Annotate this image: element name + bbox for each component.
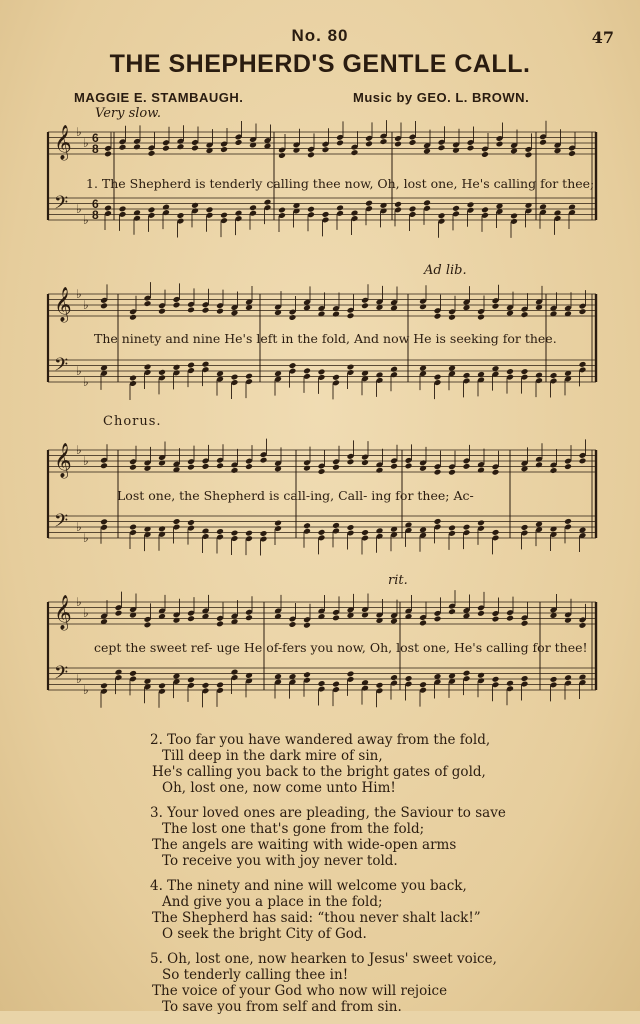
note-head bbox=[332, 464, 340, 471]
note-head bbox=[303, 465, 311, 472]
note-head bbox=[579, 622, 587, 629]
note-head bbox=[100, 518, 108, 525]
note-head bbox=[448, 314, 456, 321]
note-head bbox=[579, 361, 587, 368]
note-head bbox=[539, 139, 547, 146]
note-head bbox=[467, 201, 475, 208]
note-head bbox=[133, 143, 141, 150]
verse-line: He's calling you back to the bright gates of gold, bbox=[152, 764, 486, 780]
flat-icon: ♭ bbox=[83, 683, 89, 697]
note-head bbox=[278, 152, 286, 159]
note-head bbox=[144, 364, 152, 371]
note-head bbox=[550, 676, 558, 683]
note-head bbox=[564, 674, 572, 681]
bass-clef-icon: 𝄢 bbox=[54, 193, 69, 218]
note-head bbox=[564, 518, 572, 525]
note-head bbox=[525, 202, 533, 209]
note-head bbox=[434, 469, 442, 476]
note-head bbox=[303, 671, 311, 678]
note-head bbox=[307, 206, 315, 213]
note-head bbox=[481, 151, 489, 158]
note-head bbox=[278, 207, 286, 214]
note-head bbox=[492, 469, 500, 476]
note-head bbox=[216, 308, 224, 315]
note-head bbox=[220, 146, 228, 153]
flat-icon: ♭ bbox=[76, 443, 82, 457]
note-head bbox=[521, 620, 529, 627]
note-head bbox=[477, 314, 485, 321]
note-head bbox=[496, 141, 504, 148]
note-head bbox=[289, 314, 297, 321]
note-head bbox=[158, 308, 166, 315]
note-head bbox=[173, 518, 181, 525]
hymn-number: No. 80 bbox=[291, 26, 349, 45]
note-head bbox=[579, 458, 587, 465]
note-head bbox=[492, 303, 500, 310]
verse-line: 5. Oh, lost one, now hearken to Jesus' sweet voice, bbox=[150, 951, 497, 967]
note-head bbox=[129, 314, 137, 321]
note-head bbox=[100, 462, 108, 469]
note-head bbox=[521, 368, 529, 375]
note-head bbox=[579, 308, 587, 315]
note-head bbox=[394, 141, 402, 148]
flat-icon: ♭ bbox=[83, 213, 89, 227]
bass-clef-icon: 𝄢 bbox=[54, 663, 69, 688]
tempo-marking: Very slow. bbox=[95, 106, 161, 121]
additional-verses bbox=[150, 732, 506, 1024]
verse-line: So tenderly calling thee in! bbox=[162, 967, 349, 983]
bass-clef-icon: 𝄢 bbox=[54, 355, 69, 380]
note-head bbox=[390, 366, 398, 373]
verse-5 bbox=[150, 951, 506, 1015]
note-head bbox=[231, 669, 239, 676]
verse-line: The Shepherd has said: “thou never shalt lack!” bbox=[152, 910, 481, 926]
verse-3 bbox=[150, 805, 506, 869]
note-head bbox=[231, 530, 239, 537]
note-head bbox=[119, 206, 127, 213]
bass-clef-icon: 𝄢 bbox=[54, 511, 69, 536]
verse-line: And give you a place in the fold; bbox=[162, 894, 383, 910]
note-head bbox=[260, 457, 268, 464]
note-head bbox=[104, 151, 112, 158]
note-head bbox=[347, 670, 355, 677]
note-head bbox=[187, 519, 195, 526]
note-head bbox=[477, 610, 485, 617]
note-head bbox=[376, 467, 384, 474]
note-head bbox=[409, 139, 417, 146]
note-head bbox=[231, 374, 239, 381]
note-head bbox=[521, 311, 529, 318]
note-head bbox=[104, 205, 112, 212]
note-head bbox=[303, 367, 311, 374]
lyric-line-4: cept the sweet ref- uge He of-fers you now, Oh, lost one, He's calling for thee! bbox=[94, 640, 588, 655]
note-head bbox=[264, 199, 272, 206]
note-head bbox=[452, 205, 460, 212]
note-head bbox=[235, 210, 243, 217]
note-head bbox=[521, 524, 529, 531]
verse-line: The angels are waiting with wide-open arms bbox=[152, 837, 457, 853]
note-head bbox=[434, 313, 442, 320]
note-head bbox=[332, 615, 340, 622]
verse-line: The lost one that's gone from the fold; bbox=[162, 821, 425, 837]
note-head bbox=[274, 520, 282, 527]
note-head bbox=[231, 467, 239, 474]
note-head bbox=[202, 361, 210, 368]
verse-2 bbox=[150, 732, 506, 796]
note-head bbox=[332, 374, 340, 381]
note-head bbox=[535, 372, 543, 379]
ad-lib-marking: Ad lib. bbox=[424, 263, 467, 278]
note-head bbox=[245, 530, 253, 537]
note-head bbox=[289, 362, 297, 369]
note-head bbox=[365, 200, 373, 207]
note-head bbox=[506, 368, 514, 375]
note-head bbox=[303, 522, 311, 529]
note-head bbox=[235, 139, 243, 146]
note-head bbox=[187, 676, 195, 683]
note-head bbox=[129, 670, 137, 677]
note-head bbox=[492, 676, 500, 683]
note-head bbox=[245, 672, 253, 679]
note-head bbox=[119, 144, 127, 151]
flat-icon: ♭ bbox=[76, 364, 82, 378]
note-head bbox=[351, 210, 359, 217]
note-head bbox=[216, 528, 224, 535]
verse-line: The voice of your God who now will rejoice bbox=[152, 983, 448, 999]
verse-line: 4. The ninety and nine will welcome you back, bbox=[150, 878, 467, 894]
note-head bbox=[187, 362, 195, 369]
note-head bbox=[129, 524, 137, 531]
note-head bbox=[158, 682, 166, 689]
note-head bbox=[162, 204, 170, 211]
verse-line: Till deep in the dark mire of sin, bbox=[162, 748, 383, 764]
note-head bbox=[351, 149, 359, 156]
flat-icon: ♭ bbox=[83, 375, 89, 389]
note-head bbox=[216, 682, 224, 689]
note-head bbox=[525, 151, 533, 158]
note-head bbox=[448, 525, 456, 532]
note-head bbox=[332, 522, 340, 529]
note-head bbox=[202, 682, 210, 689]
note-head bbox=[307, 151, 315, 158]
note-head bbox=[216, 462, 224, 469]
note-head bbox=[347, 458, 355, 465]
note-head bbox=[380, 202, 388, 209]
lyric-line-3: Lost one, the Shepherd is call-ing, Call- ing for thee; Ac- bbox=[117, 488, 474, 503]
flat-icon: ♭ bbox=[83, 298, 89, 312]
note-head bbox=[409, 206, 417, 213]
note-head bbox=[144, 621, 152, 628]
note-head bbox=[463, 670, 471, 677]
note-head bbox=[419, 465, 427, 472]
note-head bbox=[133, 209, 141, 216]
note-head bbox=[187, 307, 195, 314]
note-head bbox=[477, 672, 485, 679]
note-head bbox=[492, 616, 500, 623]
note-head bbox=[216, 620, 224, 627]
time-signature-bottom: 8 bbox=[92, 208, 99, 222]
note-head bbox=[390, 463, 398, 470]
note-head bbox=[477, 519, 485, 526]
flat-icon: ♭ bbox=[83, 606, 89, 620]
note-head bbox=[463, 463, 471, 470]
note-head bbox=[481, 206, 489, 213]
note-head bbox=[361, 529, 369, 536]
note-head bbox=[336, 139, 344, 146]
note-head bbox=[144, 465, 152, 472]
note-head bbox=[187, 464, 195, 471]
note-head bbox=[220, 212, 228, 219]
note-head bbox=[463, 372, 471, 379]
note-head bbox=[115, 669, 123, 676]
note-head bbox=[405, 675, 413, 682]
note-head bbox=[303, 622, 311, 629]
flat-icon: ♭ bbox=[83, 531, 89, 545]
treble-clef-icon: 𝄞 bbox=[54, 443, 72, 478]
note-head bbox=[158, 525, 166, 532]
flat-icon: ♭ bbox=[83, 136, 89, 150]
note-head bbox=[564, 617, 572, 624]
lyricist-credit: MAGGIE E. STAMBAUGH. bbox=[74, 90, 244, 105]
note-head bbox=[318, 529, 326, 536]
verse-line: To receive you with joy never told. bbox=[162, 853, 398, 869]
flat-icon: ♭ bbox=[76, 595, 82, 609]
note-head bbox=[245, 373, 253, 380]
note-head bbox=[322, 211, 330, 218]
note-head bbox=[202, 307, 210, 314]
note-head bbox=[506, 615, 514, 622]
note-head bbox=[550, 467, 558, 474]
note-head bbox=[245, 463, 253, 470]
note-head bbox=[434, 374, 442, 381]
note-head bbox=[129, 464, 137, 471]
note-head bbox=[249, 204, 257, 211]
note-head bbox=[191, 145, 199, 152]
note-head bbox=[173, 302, 181, 309]
note-head bbox=[579, 674, 587, 681]
note-head bbox=[173, 364, 181, 371]
note-head bbox=[376, 682, 384, 689]
verse-line: Oh, lost one, now come unto Him! bbox=[162, 780, 396, 796]
note-head bbox=[293, 147, 301, 154]
note-head bbox=[187, 615, 195, 622]
hymn-title: THE SHEPHERD'S GENTLE CALL. bbox=[109, 50, 531, 78]
note-head bbox=[260, 530, 268, 537]
note-head bbox=[423, 199, 431, 206]
chorus-label: Chorus. bbox=[103, 414, 162, 429]
note-head bbox=[289, 621, 297, 628]
note-head bbox=[177, 143, 185, 150]
note-head bbox=[568, 150, 576, 157]
treble-clef-icon: 𝄞 bbox=[54, 595, 72, 630]
note-head bbox=[100, 302, 108, 309]
note-head bbox=[510, 213, 518, 220]
note-head bbox=[245, 614, 253, 621]
time-signature-top: 6 bbox=[92, 131, 99, 145]
note-head bbox=[380, 138, 388, 145]
note-head bbox=[535, 461, 543, 468]
note-head bbox=[318, 680, 326, 687]
flat-icon: ♭ bbox=[83, 454, 89, 468]
flat-icon: ♭ bbox=[76, 125, 82, 139]
note-head bbox=[162, 145, 170, 152]
note-head bbox=[318, 613, 326, 620]
note-head bbox=[318, 369, 326, 376]
note-head bbox=[100, 682, 108, 689]
note-head bbox=[148, 150, 156, 157]
verse-line: 2. Too far you have wandered away from the fold, bbox=[150, 732, 491, 748]
flat-icon: ♭ bbox=[76, 287, 82, 301]
note-head bbox=[148, 206, 156, 213]
treble-clef-icon: 𝄞 bbox=[54, 287, 72, 322]
note-head bbox=[361, 459, 369, 466]
note-head bbox=[550, 372, 558, 379]
note-head bbox=[405, 463, 413, 470]
note-head bbox=[448, 608, 456, 615]
verse-line: 3. Your loved ones are pleading, the Saviour to save bbox=[150, 805, 506, 821]
note-head bbox=[376, 372, 384, 379]
lyric-line-2: The ninety and nine He's left in the fold, And now He is seeking for thee. bbox=[94, 331, 557, 346]
note-head bbox=[564, 463, 572, 470]
note-head bbox=[394, 201, 402, 208]
note-head bbox=[336, 204, 344, 211]
note-head bbox=[448, 469, 456, 476]
note-head bbox=[492, 529, 500, 536]
composer-credit: Music by GEO. L. BROWN. bbox=[353, 90, 530, 105]
note-head bbox=[202, 528, 210, 535]
note-head bbox=[361, 679, 369, 686]
flat-icon: ♭ bbox=[76, 520, 82, 534]
note-head bbox=[438, 212, 446, 219]
note-head bbox=[438, 144, 446, 151]
note-head bbox=[173, 617, 181, 624]
verse-line: To save you from self and from sin. bbox=[162, 999, 402, 1015]
ritardando-marking: rit. bbox=[388, 573, 408, 588]
time-signature-top: 6 bbox=[92, 197, 99, 211]
treble-clef-icon: 𝄞 bbox=[54, 125, 72, 160]
lyric-line-1: 1. The Shepherd is tenderly calling thee now, Oh, lost one, He's calling for thee; bbox=[86, 176, 595, 191]
verse-4 bbox=[150, 878, 506, 942]
note-head bbox=[115, 610, 123, 617]
note-head bbox=[467, 145, 475, 152]
note-head bbox=[554, 210, 562, 217]
note-head bbox=[332, 681, 340, 688]
note-head bbox=[434, 518, 442, 525]
note-head bbox=[521, 675, 529, 682]
note-head bbox=[452, 147, 460, 154]
note-head bbox=[506, 680, 514, 687]
note-head bbox=[144, 300, 152, 307]
note-head bbox=[332, 311, 340, 318]
note-head bbox=[322, 146, 330, 153]
note-head bbox=[158, 369, 166, 376]
note-head bbox=[477, 467, 485, 474]
note-head bbox=[347, 364, 355, 371]
note-head bbox=[419, 681, 427, 688]
note-head bbox=[376, 527, 384, 534]
note-head bbox=[191, 202, 199, 209]
note-head bbox=[318, 468, 326, 475]
note-head bbox=[347, 524, 355, 531]
note-head bbox=[419, 303, 427, 310]
note-head bbox=[202, 463, 210, 470]
note-head bbox=[463, 524, 471, 531]
page-number: 47 bbox=[591, 28, 614, 47]
note-head bbox=[419, 620, 427, 627]
note-head bbox=[361, 302, 369, 309]
flat-icon: ♭ bbox=[76, 672, 82, 686]
note-head bbox=[129, 375, 137, 382]
time-signature-bottom: 8 bbox=[92, 142, 99, 156]
note-head bbox=[206, 206, 214, 213]
note-head bbox=[177, 212, 185, 219]
note-head bbox=[347, 312, 355, 319]
note-head bbox=[390, 674, 398, 681]
note-head bbox=[434, 615, 442, 622]
verse-line: O seek the bright City of God. bbox=[162, 926, 367, 942]
note-head bbox=[365, 140, 373, 147]
flat-icon: ♭ bbox=[76, 202, 82, 216]
